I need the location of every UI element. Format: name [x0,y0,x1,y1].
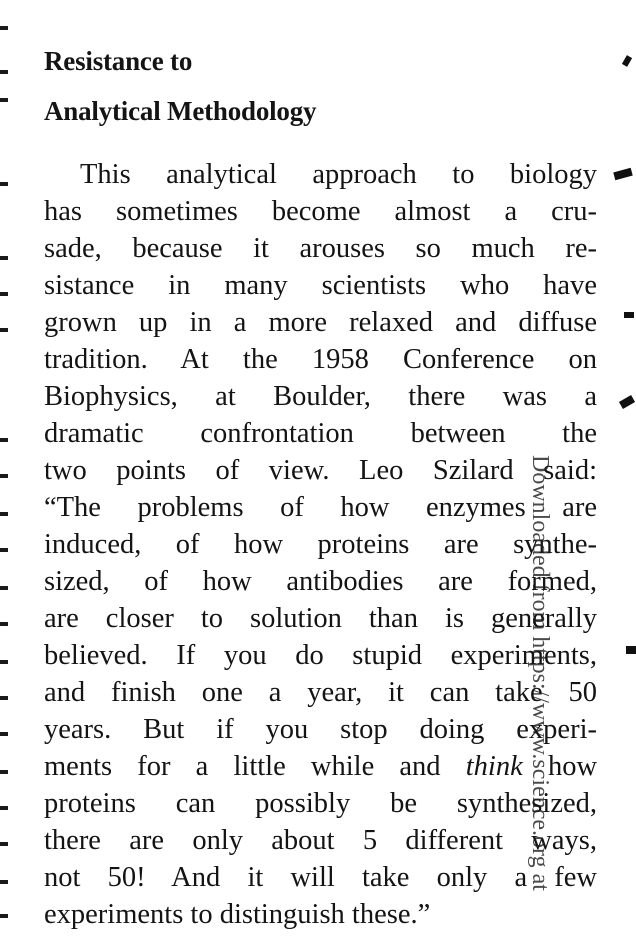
text-line: sade, because it arouses so much re- [44,233,597,264]
text-line: sized, of how antibodies are formed, [44,566,597,597]
scan-edge-mark [0,328,8,332]
scan-edge-mark [0,770,8,774]
body-paragraph [44,156,597,933]
scan-edge-mark [613,168,632,180]
scan-edge-mark [0,70,8,74]
text-line: Biophysics, at Boulder, there was a [44,381,597,412]
scan-edge-mark [0,548,8,552]
text-line: believed. If you do stupid experiments, [44,640,597,671]
emphasized-word: think [465,751,523,782]
scan-edge-mark [0,512,8,516]
scan-edge-mark [0,806,8,810]
text-line: This analytical approach to biology [80,159,597,190]
scan-edge-mark [0,474,8,478]
text-line: “The problems of how enzymes are [44,492,597,523]
scan-edge-mark [619,395,635,409]
scan-edge-mark [0,438,8,442]
scan-edge-mark [0,292,8,296]
text-line: are closer to solution than is generally [44,603,597,634]
text-line: proteins can possibly be synthesized, [44,788,597,819]
section-heading-line-1: Resistance to [44,46,193,76]
text-line: dramatic confrontation between the [44,418,597,449]
text-line: experiments to distinguish these.” [44,899,431,930]
text-line: there are only about 5 different ways, [44,825,597,856]
scan-edge-mark [624,312,634,318]
text-segment: ments for a little while and [44,751,441,782]
text-line: has sometimes become almost a cru- [44,196,597,227]
scan-edge-mark [0,98,8,102]
scan-edge-mark [0,732,8,736]
section-heading-line-2: Analytical Methodology [44,96,317,126]
text-segment: how [547,751,598,782]
text-line: two points of view. Leo Szilard said: [44,455,597,486]
scan-edge-mark [0,660,8,664]
text-line: not 50! And it will take only a few [44,862,597,893]
scan-edge-mark [0,256,8,260]
scan-edge-mark [0,586,8,590]
scan-edge-mark [0,182,8,186]
scan-edge-mark [622,55,632,67]
text-line: grown up in a more relaxed and diffuse [44,307,597,338]
scan-edge-mark [0,696,8,700]
scan-edge-mark [626,646,636,654]
scan-edge-mark [0,26,8,30]
scan-edge-mark [0,842,8,846]
scan-edge-mark [0,622,8,626]
text-line: sistance in many scientists who have [44,270,597,301]
text-line: years. But if you stop doing experi- [44,714,597,745]
text-line: tradition. At the 1958 Conference on [44,344,597,375]
text-line: induced, of how proteins are synthe- [44,529,597,560]
scan-edge-mark [0,880,8,884]
text-line-with-emphasis [44,748,597,785]
scan-edge-mark [0,914,8,918]
text-line: and finish one a year, it can take 50 [44,677,597,708]
download-watermark: Downloaded from https://www.science.org at [527,455,553,891]
